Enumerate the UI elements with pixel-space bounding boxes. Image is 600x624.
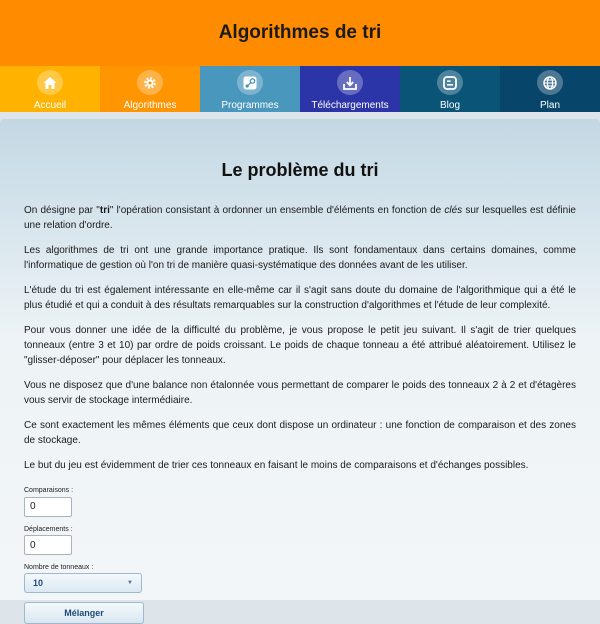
paragraph-etude: L'étude du tri est également intéressante en elle-même car il s'agit sans doute du domaine de l'algorithmique qui a été le plus étudié et qui a conduit à des résultats remarquables sur la construction d'algorithmes et l'étude de leur complexité. — [24, 285, 576, 311]
comparisons-input[interactable] — [24, 497, 72, 517]
nav-item-accueil[interactable] — [0, 66, 100, 112]
site-header — [0, 0, 600, 66]
barrels-label: Nombre de tonneaux : — [24, 564, 94, 571]
nav-item-telechargements[interactable] — [300, 66, 400, 112]
nav-item-blog[interactable] — [400, 66, 500, 112]
moves-input[interactable] — [24, 535, 72, 555]
nav-item-programmes[interactable] — [200, 66, 300, 112]
nav-label: Accueil — [33, 100, 67, 111]
download-icon — [337, 70, 363, 95]
main-nav — [0, 66, 600, 112]
page-title: Le problème du tri — [221, 160, 379, 180]
nav-label: Algorithmes — [123, 100, 177, 111]
term-cles: clés — [444, 205, 463, 216]
home-icon — [37, 70, 63, 95]
blogger-icon — [437, 70, 463, 95]
moves-group — [24, 526, 576, 556]
main-content — [0, 119, 600, 618]
paragraph-elements: Ce sont exactement les mêmes éléments que ceux dont dispose un ordinateur : une fonction de comparaison et des zones de stockage. — [24, 420, 576, 446]
nav-label: Blog — [439, 100, 460, 111]
comparisons-label: Comparaisons : — [24, 487, 74, 494]
gear-icon — [137, 70, 163, 95]
shuffle-button[interactable]: Mélanger — [24, 602, 144, 624]
globe-icon — [537, 70, 563, 95]
barrels-selected-value: 10 — [33, 578, 44, 588]
paragraph-balance: Vous ne disposez que d'une balance non étalonnée vous permettant de comparer le poids des tonneaux 2 à 2 et d'étagères vous servir de stockage intermédiaire. — [24, 380, 576, 406]
moves-label: Déplacements : — [24, 525, 73, 533]
chevron-down-icon: ▼ — [127, 580, 133, 586]
barrels-select[interactable] — [24, 573, 142, 593]
nav-item-algorithmes[interactable] — [100, 66, 200, 112]
nav-item-plan[interactable] — [500, 66, 600, 112]
paragraph-jeu: Pour vous donner une idée de la difficulté du problème, je vous propose le petit jeu suivant. Il s'agit de trier quelques tonneaux (entre 3 et 10) par ordre de poids croissant. Le poids de chaque tonneau a été attribué aléatoirement. Utilisez le "glisser-déposer" pour déplacer les tonneaux. — [24, 325, 576, 366]
nav-label: Téléchargements — [311, 100, 389, 111]
game-controls — [24, 487, 576, 624]
nav-label: Plan — [539, 100, 560, 111]
paragraph-but: Le but du jeu est évidemment de trier ces tonneaux en faisant le moins de comparaisons et d'échanges possibles. — [24, 460, 529, 471]
barrels-group — [24, 564, 576, 593]
nav-label: Programmes — [221, 100, 279, 111]
steam-icon — [237, 70, 263, 95]
comparisons-group — [24, 487, 576, 517]
paragraph-importance: Les algorithmes de tri ont une grande importance pratique. Ils sont fondamentaux dans certains domaines, comme l'informatique de gestion où l'on tri de manière quasi-systématique des données avant de les utiliser. — [24, 245, 576, 271]
site-title: Algorithmes de tri — [218, 22, 382, 43]
term-tri: tri — [99, 205, 110, 216]
intro-paragraph: On désigne par "tri" l'opération consistant à ordonner un ensemble d'éléments en fonction de clés sur lesquelles est définie une relation d'ordre. — [24, 205, 576, 231]
